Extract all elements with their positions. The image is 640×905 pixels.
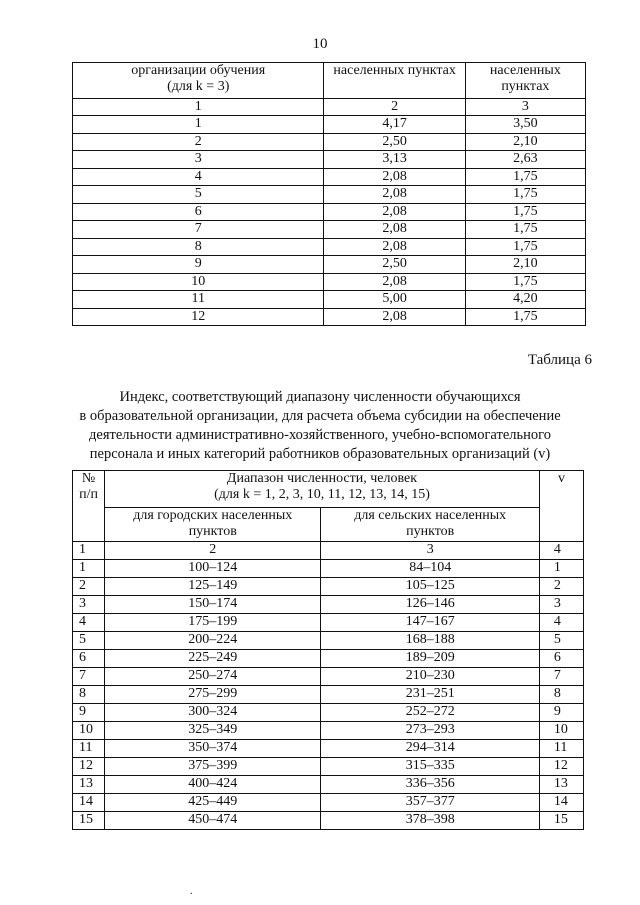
table6-cell: 425–449 <box>105 794 321 812</box>
table1-cell: 2,08 <box>324 168 465 186</box>
table1-cell: 3 <box>73 151 324 169</box>
table6-cell: 5 <box>73 632 105 650</box>
table1-colnum: 1 <box>73 99 324 116</box>
table6-cell: 6 <box>539 650 583 668</box>
table1-row <box>73 273 586 291</box>
table6-cell: 4 <box>539 614 583 632</box>
table1-cell: 1,75 <box>465 203 585 221</box>
table6-cell: 10 <box>73 722 105 740</box>
table1-cell: 2,50 <box>324 133 465 151</box>
table6-cell: 105–125 <box>321 578 539 596</box>
table6-cell: 325–349 <box>105 722 321 740</box>
table1-cell: 2,10 <box>465 256 585 274</box>
table6-cell: 6 <box>73 650 105 668</box>
table1-cell: 2,08 <box>324 238 465 256</box>
table6-colnum: 1 <box>73 542 105 560</box>
table6-cell: 7 <box>73 668 105 686</box>
table1-cell: 11 <box>73 291 324 309</box>
table1-column-numbers <box>73 99 586 116</box>
table-6 <box>72 470 584 830</box>
table1-cell: 2,08 <box>324 308 465 326</box>
table1-cell: 4,17 <box>324 116 465 134</box>
table1-colnum: 3 <box>465 99 585 116</box>
table6-cell: 12 <box>73 758 105 776</box>
table6-cell: 1 <box>539 560 583 578</box>
table6-cell: 300–324 <box>105 704 321 722</box>
table6-cell: 7 <box>539 668 583 686</box>
table1-row <box>73 221 586 239</box>
table6-cell: 14 <box>539 794 583 812</box>
table1-cell: 12 <box>73 308 324 326</box>
table6-cell: 350–374 <box>105 740 321 758</box>
table1-cell: 10 <box>73 273 324 291</box>
table6-cell: 125–149 <box>105 578 321 596</box>
table1-cell: 5 <box>73 186 324 204</box>
table6-cell: 231–251 <box>321 686 539 704</box>
table6-row <box>73 758 584 776</box>
table1-cell: 4 <box>73 168 324 186</box>
table6-cell: 8 <box>73 686 105 704</box>
table1-cell: 2,08 <box>324 221 465 239</box>
table6-cell: 150–174 <box>105 596 321 614</box>
table1-row <box>73 238 586 256</box>
table1-cell: 4,20 <box>465 291 585 309</box>
table6-cell: 2 <box>73 578 105 596</box>
table1-cell: 2 <box>73 133 324 151</box>
table6-cell: 12 <box>539 758 583 776</box>
table6-row <box>73 578 584 596</box>
table1-row <box>73 203 586 221</box>
table1-header-org: организации обучения (для k = 3) <box>73 63 324 99</box>
table-title: Индекс, соответствующий диапазону численности обучающихся в образовательной организации, для расчета объема субсидии на обеспечение деятельности административно-хозяйственного, учебно-вспомогательного персонала и иных категорий работников образовательных организаций (v) <box>79 389 561 462</box>
table6-header-num: № п/п <box>73 471 105 542</box>
table1-row <box>73 168 586 186</box>
table1-cell: 2,08 <box>324 203 465 221</box>
table6-row <box>73 704 584 722</box>
table6-row <box>73 668 584 686</box>
table6-cell: 147–167 <box>321 614 539 632</box>
table6-row <box>73 776 584 794</box>
table6-cell: 189–209 <box>321 650 539 668</box>
table6-cell: 15 <box>539 812 583 830</box>
table6-cell: 11 <box>73 740 105 758</box>
table-label: Таблица 6 <box>527 352 592 368</box>
table6-subheader-row <box>73 508 584 542</box>
table1-cell: 1 <box>73 116 324 134</box>
table6-cell: 168–188 <box>321 632 539 650</box>
table6-header-v: v <box>539 471 583 542</box>
table1-cell: 1,75 <box>465 168 585 186</box>
table6-cell: 225–249 <box>105 650 321 668</box>
table1-row <box>73 151 586 169</box>
table6-cell: 275–299 <box>105 686 321 704</box>
table6-cell: 9 <box>539 704 583 722</box>
table6-cell: 126–146 <box>321 596 539 614</box>
table1-cell: 7 <box>73 221 324 239</box>
table1-cell: 2,08 <box>324 186 465 204</box>
table1-cell: 1,75 <box>465 238 585 256</box>
table6-header-row <box>73 471 584 508</box>
table6-cell: 378–398 <box>321 812 539 830</box>
table6-cell: 84–104 <box>321 560 539 578</box>
table6-cell: 357–377 <box>321 794 539 812</box>
table6-row <box>73 686 584 704</box>
table1-cell: 3,13 <box>324 151 465 169</box>
table6-row <box>73 794 584 812</box>
table6-cell: 13 <box>539 776 583 794</box>
footer-mark: . <box>190 886 193 897</box>
table1-cell: 1,75 <box>465 273 585 291</box>
table1-cell: 3,50 <box>465 116 585 134</box>
table1-row <box>73 291 586 309</box>
table6-cell: 3 <box>73 596 105 614</box>
table6-cell: 15 <box>73 812 105 830</box>
table1-cell: 2,10 <box>465 133 585 151</box>
table6-row <box>73 812 584 830</box>
table6-cell: 9 <box>73 704 105 722</box>
table1-row <box>73 256 586 274</box>
table6-cell: 13 <box>73 776 105 794</box>
table1-cell: 9 <box>73 256 324 274</box>
table6-header-range: Диапазон численности, человек (для k = 1, 2, 3, 10, 11, 12, 13, 14, 15) <box>105 471 540 508</box>
table1-cell: 2,63 <box>465 151 585 169</box>
page-number: 10 <box>312 36 328 52</box>
table6-cell: 400–424 <box>105 776 321 794</box>
table6-row <box>73 650 584 668</box>
table6-cell: 4 <box>73 614 105 632</box>
table6-row <box>73 614 584 632</box>
table6-cell: 315–335 <box>321 758 539 776</box>
table6-colnum: 3 <box>321 542 539 560</box>
table6-cell: 250–274 <box>105 668 321 686</box>
table1-cell: 2,08 <box>324 273 465 291</box>
table1-row <box>73 133 586 151</box>
table6-cell: 273–293 <box>321 722 539 740</box>
table6-cell: 450–474 <box>105 812 321 830</box>
table6-colnum: 4 <box>539 542 583 560</box>
table6-row <box>73 740 584 758</box>
table6-column-numbers <box>73 542 584 560</box>
table1-colnum: 2 <box>324 99 465 116</box>
table1-row <box>73 308 586 326</box>
table1-header-row <box>73 63 586 99</box>
table6-cell: 11 <box>539 740 583 758</box>
table6-cell: 2 <box>539 578 583 596</box>
table1-cell: 2,50 <box>324 256 465 274</box>
table6-colnum: 2 <box>105 542 321 560</box>
table6-header-urban: для городских населенных пунктов <box>105 508 321 542</box>
table6-row <box>73 632 584 650</box>
table1-header-urban: населенных пунктах <box>324 63 465 99</box>
table6-header-rural: для сельских населенных пунктов <box>321 508 539 542</box>
table6-cell: 375–399 <box>105 758 321 776</box>
table6-row <box>73 560 584 578</box>
table1-row <box>73 186 586 204</box>
table6-cell: 1 <box>73 560 105 578</box>
table1-cell: 1,75 <box>465 221 585 239</box>
table6-cell: 175–199 <box>105 614 321 632</box>
table6-row <box>73 596 584 614</box>
table6-cell: 3 <box>539 596 583 614</box>
table6-cell: 294–314 <box>321 740 539 758</box>
table6-cell: 210–230 <box>321 668 539 686</box>
table6-cell: 14 <box>73 794 105 812</box>
table6-cell: 10 <box>539 722 583 740</box>
table1-header-rural: населенных пунктах <box>465 63 585 99</box>
table6-cell: 8 <box>539 686 583 704</box>
table1-cell: 8 <box>73 238 324 256</box>
table6-cell: 200–224 <box>105 632 321 650</box>
table6-cell: 100–124 <box>105 560 321 578</box>
table1-cell: 1,75 <box>465 308 585 326</box>
table1-row <box>73 116 586 134</box>
table1-cell: 1,75 <box>465 186 585 204</box>
table6-cell: 336–356 <box>321 776 539 794</box>
table6-cell: 252–272 <box>321 704 539 722</box>
table1-cell: 5,00 <box>324 291 465 309</box>
table1-cell: 6 <box>73 203 324 221</box>
index-table-continued <box>72 62 586 326</box>
table6-cell: 5 <box>539 632 583 650</box>
table6-row <box>73 722 584 740</box>
